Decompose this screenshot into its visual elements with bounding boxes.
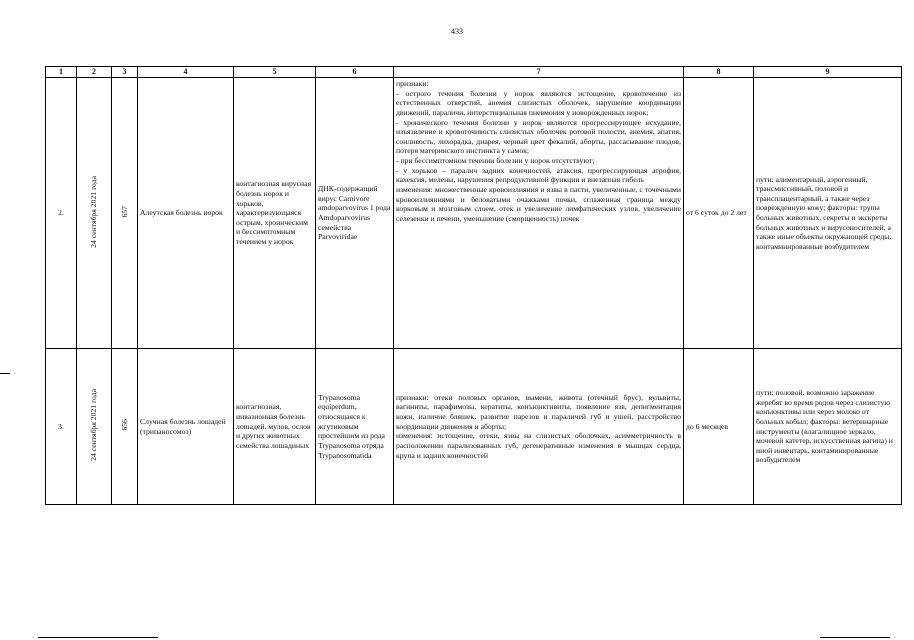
- header-cell: 6: [316, 67, 394, 78]
- signs-line: признаки: отеки половых органов, вымени, живота (отечный брус), вульвиты, вагиниты, парафимозы, кератиты, конъюнктивиты, появление язв, депигментация кожи, наличие бляшек, развитие парезов и параличей губ и ушей, расстройство координации движения и аборты;: [396, 392, 681, 431]
- signs-line: - хронического течения болезни у норок являются прогрессирующее исхудание, изъязвление и кровоточивость слизистых оболочек ротовой полости, анемия, апатия, сонливость, лихорадка, диарея, черный цвет фекалий, аборты, рассасывание плодов, потеря материнского инстинкта у самок;: [396, 117, 681, 156]
- page-number: 433: [451, 27, 463, 36]
- transmission-cell: пути: половой, возможно заражение жеребят во время родов через слизистую конъюнктивы или через молоко от больных кобыл; факторы: ветеринарные инструменты (влагалищное зеркало, мочевой катетер, искусственная вагина) и иной инвентарь, контаминированные возбудителем: [754, 349, 902, 505]
- header-cell: 8: [684, 67, 754, 78]
- signs-line: признаки:: [396, 79, 429, 88]
- row-number: 3.: [46, 349, 77, 505]
- disease-description: контагиозная вирусная болезнь норок и хорьков, характеризующаяся острым, хроническим и бессимптомным течением у норок: [234, 78, 316, 349]
- header-cell: 9: [754, 67, 902, 78]
- header-cell: 3: [112, 67, 138, 78]
- signs-cell: [394, 349, 684, 505]
- disease-description: контагиозная, инвазионная болезнь лошадей, мулов, ослов и других животных семейства лошадиных: [234, 349, 316, 505]
- pathogen-cell: ДНК-содержащий вирус Carnivore amdoparvovirus 1 рода Amdoparvovirus семейства Parvoviridae: [316, 78, 394, 349]
- date-text: 24 сентября 2021 года: [89, 175, 99, 248]
- table-row: [46, 349, 902, 505]
- transmission-cell: пути: алиментарный, аэрогенный, трансмиссивный, половой и трансплацентарный, а также через поврежденную кожу; факторы: трупы больных животных, секреты и экскреты больных животных и вирусоносителей, а также иные объекты окружающей среды, контаминированные возбудителем: [754, 78, 902, 349]
- date-cell: [77, 349, 112, 505]
- signs-line: изменения: истощение, отеки, язвы на слизистых оболочках, асимметричность в расположении парализованных губ, дегенеративные изменения в мышцах сердца, крупа и задних конечностей: [396, 431, 681, 460]
- disease-name: Случная болезнь лошадей (трипаносомоз): [138, 349, 234, 505]
- header-cell: 2: [77, 67, 112, 78]
- disease-name: Алеутская болезнь норок: [138, 78, 234, 349]
- disease-table: [45, 66, 902, 505]
- row-number: 2.: [46, 78, 77, 349]
- pathogen-cell: Trypanosoma equiperdum, относящаяся к жгутиковым простейшим из рода Trypanosoma отряда Trypanosomatida: [316, 349, 394, 505]
- header-row: [46, 67, 902, 78]
- code-text: 657: [119, 205, 129, 218]
- signs-line: изменения: множественные кровоизлияния и язвы в пасти, увеличенные, с точечными кровоизлияниями и беловатыми очажками почки, сглаженная граница между корковым и мозговым слоем, отек и увеличение лимфатических узлов, увеличение селезенки и печени, уменьшение (сморщенность) почек: [396, 184, 681, 223]
- signs-cell: [394, 78, 684, 349]
- incubation-period: от 6 суток до 2 лет: [684, 78, 754, 349]
- header-cell: 5: [234, 67, 316, 78]
- signs-line: - при бессимптомном течении болезни у норок отсутствуют;: [396, 156, 595, 165]
- signs-line: - острого течения болезни у норок являются истощение, кровотечение из естественных отверстий, анемия слизистых оболочек, нарушение координации движений, параличи, интерстициальная пневмония у новорожденных норок;: [396, 88, 681, 117]
- code-text: 656: [119, 419, 129, 431]
- margin-mark: [0, 373, 10, 374]
- signs-line: - у хорьков – паралич задних конечностей, атаксия, прогрессирующая атрофия, кахексия, мелены, нарушения репродуктивной функции и внезапная гибель: [396, 165, 681, 185]
- date-cell: [77, 78, 112, 349]
- header-cell: 1: [46, 67, 77, 78]
- header-cell: 4: [138, 67, 234, 78]
- incubation-period: до 6 месяцев: [684, 349, 754, 505]
- code-cell: [112, 349, 138, 505]
- footer-mark: [38, 637, 158, 638]
- table-row: [46, 78, 902, 349]
- footer-mark: [820, 637, 890, 638]
- code-cell: [112, 78, 138, 349]
- header-cell: 7: [394, 67, 684, 78]
- date-text: 24 сентября 2021 года: [89, 389, 99, 462]
